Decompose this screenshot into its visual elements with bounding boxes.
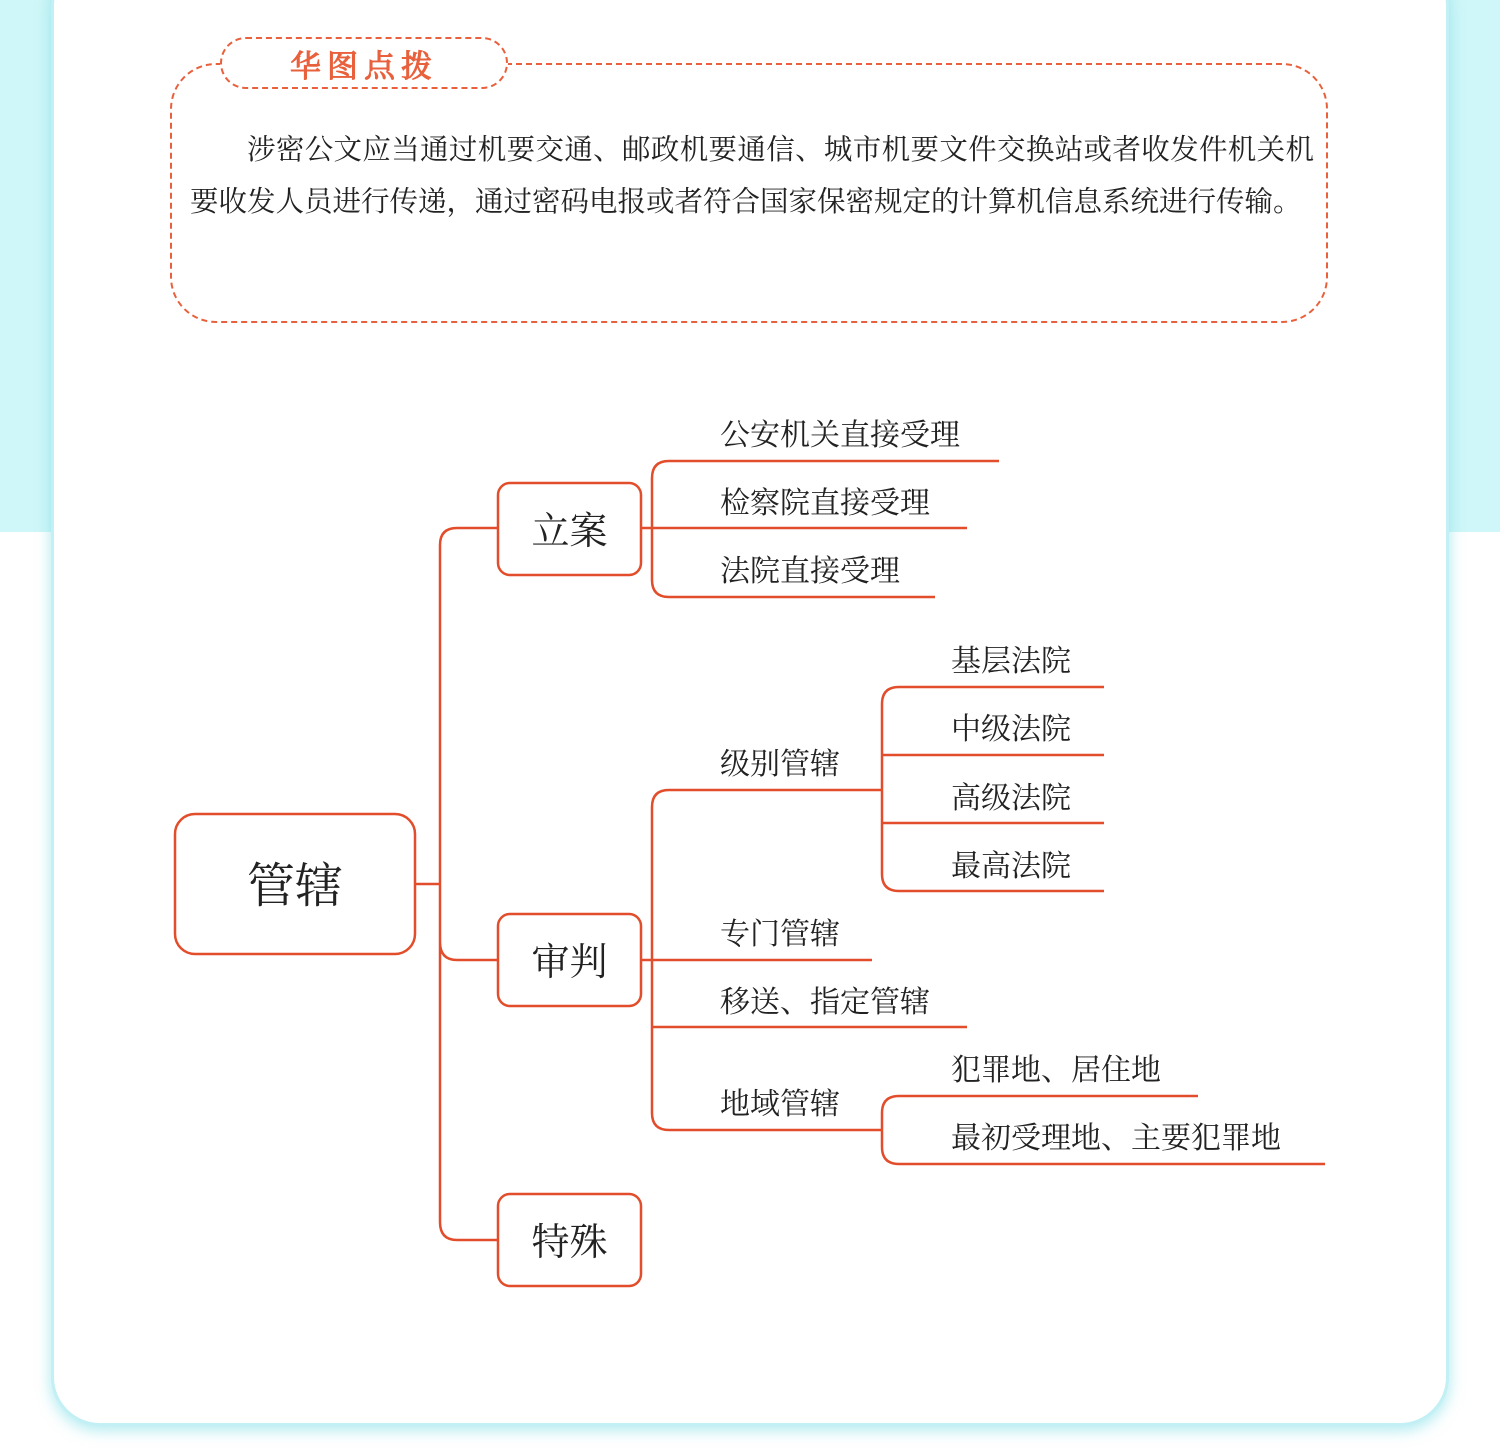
leaf-jibie-2: 中级法院	[951, 712, 1071, 747]
node-shenpan-label: 审判	[531, 940, 608, 984]
branch-zhuanmen: 专门管辖	[720, 917, 840, 952]
tip-title: 华图点拨	[290, 48, 438, 85]
node-lian-label: 立案	[531, 509, 608, 553]
leaf-lian-2: 检察院直接受理	[720, 486, 930, 521]
leaf-diyu-1: 犯罪地、居住地	[951, 1053, 1161, 1088]
branch-jibie: 级别管辖	[720, 747, 840, 782]
root-node	[175, 814, 415, 954]
branch-diyu: 地域管辖	[720, 1087, 840, 1122]
leaf-lian-3: 法院直接受理	[720, 554, 900, 589]
leaf-jibie-4: 最高法院	[951, 849, 1071, 884]
leaf-jibie-1: 基层法院	[951, 644, 1071, 679]
root-label: 管辖	[246, 858, 344, 914]
leaf-lian-1: 公安机关直接受理	[720, 418, 960, 453]
node-teshu-label: 特殊	[531, 1220, 608, 1264]
node-shenpan	[498, 914, 641, 1006]
leaf-jibie-3: 高级法院	[951, 781, 1071, 816]
link-trunk	[440, 528, 498, 1240]
node-lian	[498, 483, 641, 575]
tip-text: 涉密公文应当通过机要交通、邮政机要通信、城市机要文件交换站或者收发件机关机要收发人员进行传递，通过密码电报或者符合国家保密规定的计算机信息系统进行传输。	[190, 133, 1314, 218]
node-teshu	[498, 1194, 641, 1286]
branch-yisong: 移送、指定管辖	[720, 985, 930, 1020]
link-shenpan	[641, 790, 967, 1130]
leaf-diyu-2: 最初受理地、主要犯罪地	[951, 1121, 1281, 1156]
